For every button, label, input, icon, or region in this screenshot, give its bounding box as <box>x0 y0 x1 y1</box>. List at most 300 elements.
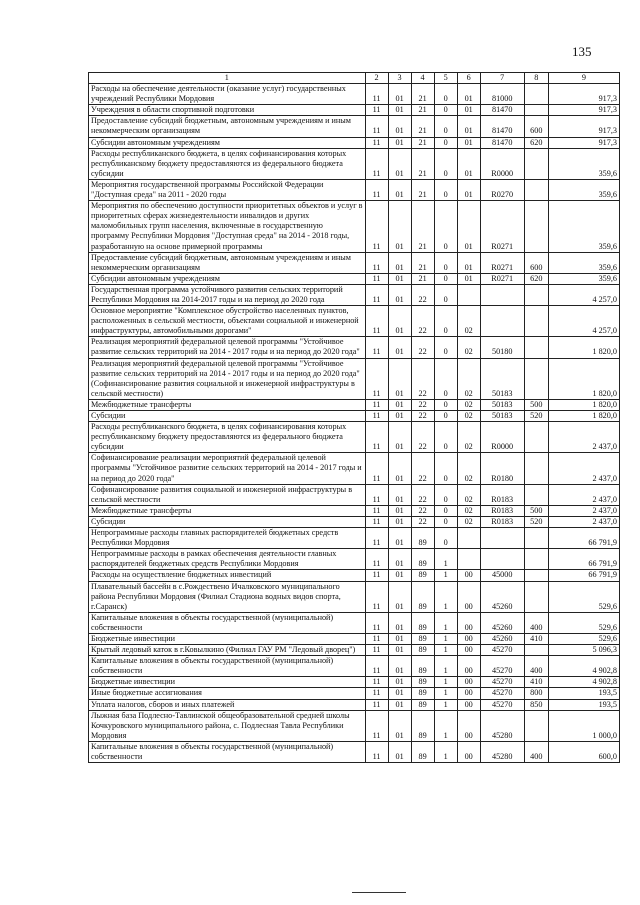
budget-table <box>88 72 620 763</box>
cell-subprogram: 0 <box>434 179 457 200</box>
cell-direction: 45280 <box>480 741 524 762</box>
cell-name: Плавательный бассейн в с.Рождествено Ичалковского муниципального района Республики Мордовия (Филиал Стадиона водных видов спорта, г.Саранск) <box>89 581 366 612</box>
cell-subsection: 01 <box>388 116 411 137</box>
cell-expense-type: 520 <box>524 516 548 527</box>
cell-program: 22 <box>411 284 434 305</box>
cell-event: 01 <box>457 84 480 105</box>
cell-expense-type <box>524 358 548 399</box>
cell-subprogram: 1 <box>434 677 457 688</box>
cell-direction: R0183 <box>480 484 524 505</box>
cell-subprogram: 0 <box>434 284 457 305</box>
cell-direction: R0271 <box>480 273 524 284</box>
cell-subprogram: 0 <box>434 273 457 284</box>
cell-subsection: 01 <box>388 105 411 116</box>
page-number: 135 <box>572 44 592 59</box>
cell-subprogram: 0 <box>434 422 457 453</box>
cell-name: Основное мероприятие "Комплексное обустройство населенных пунктов, расположенных в сельской местности, объектами социальной и инженерной инфраструктуры, автомобильными дорогами" <box>89 306 366 337</box>
cell-program: 89 <box>411 570 434 581</box>
cell-program: 22 <box>411 358 434 399</box>
cell-section: 11 <box>365 741 388 762</box>
cell-expense-type: 500 <box>524 505 548 516</box>
header-col-3: 3 <box>388 73 411 84</box>
cell-name: Реализация мероприятий федеральной целевой программы "Устойчивое развитие сельских территорий на 2014 - 2017 годы и на период до 2020 года" (Софинансирование развития социальной и инженерной инфраструктуры в сельской местности) <box>89 358 366 399</box>
table-row <box>89 422 620 453</box>
cell-amount: 66 791,9 <box>548 528 619 549</box>
header-col-9: 9 <box>548 73 619 84</box>
cell-event: 00 <box>457 741 480 762</box>
cell-name: Расходы на обеспечение деятельности (оказание услуг) государственных учреждений Республики Мордовия <box>89 84 366 105</box>
header-col-4: 4 <box>411 73 434 84</box>
cell-event: 00 <box>457 710 480 741</box>
cell-name: Субсидии автономным учреждениям <box>89 273 366 284</box>
cell-event: 02 <box>457 516 480 527</box>
cell-event: 02 <box>457 358 480 399</box>
cell-event: 01 <box>457 201 480 252</box>
cell-subprogram: 0 <box>434 84 457 105</box>
cell-direction: 45270 <box>480 688 524 699</box>
cell-section: 11 <box>365 516 388 527</box>
cell-program: 89 <box>411 656 434 677</box>
cell-amount: 66 791,9 <box>548 570 619 581</box>
cell-section: 11 <box>365 337 388 358</box>
cell-section: 11 <box>365 549 388 570</box>
cell-amount: 359,6 <box>548 273 619 284</box>
table-row <box>89 337 620 358</box>
cell-subsection: 01 <box>388 422 411 453</box>
cell-section: 11 <box>365 528 388 549</box>
cell-program: 21 <box>411 105 434 116</box>
table-row <box>89 484 620 505</box>
table-row <box>89 411 620 422</box>
cell-program: 89 <box>411 645 434 656</box>
cell-direction: 81470 <box>480 137 524 148</box>
cell-section: 11 <box>365 612 388 633</box>
cell-event: 01 <box>457 273 480 284</box>
table-row <box>89 528 620 549</box>
cell-program: 22 <box>411 399 434 410</box>
cell-subprogram: 1 <box>434 741 457 762</box>
cell-section: 11 <box>365 581 388 612</box>
cell-subprogram: 0 <box>434 252 457 273</box>
cell-name: Межбюджетные трансферты <box>89 505 366 516</box>
table-row <box>89 179 620 200</box>
cell-name: Мероприятия государственной программы Российской Федерации "Доступная среда" на 2011 - 2020 годы <box>89 179 366 200</box>
cell-direction: 45270 <box>480 677 524 688</box>
cell-event: 02 <box>457 453 480 484</box>
cell-expense-type <box>524 581 548 612</box>
cell-program: 22 <box>411 516 434 527</box>
cell-subsection: 01 <box>388 633 411 644</box>
cell-subprogram: 0 <box>434 148 457 179</box>
cell-subsection: 01 <box>388 201 411 252</box>
cell-event <box>457 528 480 549</box>
cell-subsection: 01 <box>388 699 411 710</box>
cell-expense-type <box>524 710 548 741</box>
cell-direction: 50180 <box>480 337 524 358</box>
cell-program: 89 <box>411 581 434 612</box>
cell-subsection: 01 <box>388 306 411 337</box>
cell-amount: 1 820,0 <box>548 399 619 410</box>
cell-section: 11 <box>365 358 388 399</box>
cell-section: 11 <box>365 201 388 252</box>
cell-direction: 81470 <box>480 116 524 137</box>
cell-expense-type: 620 <box>524 273 548 284</box>
cell-expense-type <box>524 201 548 252</box>
cell-amount: 359,6 <box>548 201 619 252</box>
cell-expense-type: 400 <box>524 656 548 677</box>
cell-section: 11 <box>365 422 388 453</box>
cell-expense-type <box>524 84 548 105</box>
cell-amount: 529,6 <box>548 581 619 612</box>
cell-direction <box>480 284 524 305</box>
cell-section: 11 <box>365 137 388 148</box>
cell-name: Мероприятия по обеспечению доступности приоритетных объектов и услуг в приоритетных сферах жизнедеятельности инвалидов и других маломобильных групп населения, включенные в государственную программу Республики Мордовия "Доступная среда" на 2014 - 2018 годы, разработанную на основе примерной программы <box>89 201 366 252</box>
cell-expense-type <box>524 570 548 581</box>
cell-section: 11 <box>365 677 388 688</box>
cell-expense-type: 410 <box>524 677 548 688</box>
cell-direction: 50183 <box>480 411 524 422</box>
cell-subsection: 01 <box>388 453 411 484</box>
table-row <box>89 252 620 273</box>
cell-program: 89 <box>411 699 434 710</box>
table-row <box>89 741 620 762</box>
cell-name: Капитальные вложения в объекты государственной (муниципальной) собственности <box>89 741 366 762</box>
cell-amount: 1 820,0 <box>548 411 619 422</box>
cell-subprogram: 0 <box>434 505 457 516</box>
cell-direction: 45260 <box>480 633 524 644</box>
cell-section: 11 <box>365 453 388 484</box>
cell-direction: 50183 <box>480 358 524 399</box>
cell-subsection: 01 <box>388 549 411 570</box>
cell-subsection: 01 <box>388 505 411 516</box>
cell-event: 02 <box>457 484 480 505</box>
cell-name: Непрограммные расходы в рамках обеспечения деятельности главных распорядителей бюджетных средств Республики Мордовия <box>89 549 366 570</box>
cell-event: 00 <box>457 677 480 688</box>
cell-subsection: 01 <box>388 645 411 656</box>
table-row <box>89 358 620 399</box>
table-row <box>89 399 620 410</box>
cell-direction: 81470 <box>480 105 524 116</box>
cell-direction: R0183 <box>480 505 524 516</box>
cell-amount: 5 096,3 <box>548 645 619 656</box>
cell-name: Субсидии <box>89 411 366 422</box>
cell-subprogram: 0 <box>434 358 457 399</box>
cell-amount: 2 437,0 <box>548 484 619 505</box>
cell-section: 11 <box>365 411 388 422</box>
cell-amount: 359,6 <box>548 252 619 273</box>
cell-subprogram: 1 <box>434 549 457 570</box>
cell-expense-type: 600 <box>524 252 548 273</box>
table-row <box>89 549 620 570</box>
cell-expense-type <box>524 453 548 484</box>
cell-direction: R0271 <box>480 201 524 252</box>
table-row <box>89 656 620 677</box>
cell-event: 01 <box>457 105 480 116</box>
cell-subprogram: 0 <box>434 201 457 252</box>
cell-program: 21 <box>411 84 434 105</box>
cell-event <box>457 284 480 305</box>
cell-name: Иные бюджетные ассигнования <box>89 688 366 699</box>
cell-name: Расходы на осуществление бюджетных инвестиций <box>89 570 366 581</box>
cell-subsection: 01 <box>388 137 411 148</box>
table-row <box>89 570 620 581</box>
cell-name: Бюджетные инвестиции <box>89 633 366 644</box>
cell-name: Предоставление субсидий бюджетным, автономным учреждениям и иным некоммерческим организациям <box>89 116 366 137</box>
cell-subsection: 01 <box>388 148 411 179</box>
table-row <box>89 699 620 710</box>
cell-program: 89 <box>411 710 434 741</box>
cell-subsection: 01 <box>388 337 411 358</box>
cell-name: Расходы республиканского бюджета, в целях софинансирования которых республиканскому бюджету предоставляются из федерального бюджета субсидии <box>89 422 366 453</box>
header-col-7: 7 <box>480 73 524 84</box>
table-row <box>89 645 620 656</box>
table-row <box>89 84 620 105</box>
header-col-1: 1 <box>89 73 366 84</box>
cell-direction: 50183 <box>480 399 524 410</box>
cell-subprogram: 1 <box>434 710 457 741</box>
cell-expense-type: 400 <box>524 741 548 762</box>
cell-event: 02 <box>457 399 480 410</box>
cell-amount: 529,6 <box>548 633 619 644</box>
cell-amount: 917,3 <box>548 105 619 116</box>
table-row <box>89 516 620 527</box>
cell-amount: 4 902,8 <box>548 656 619 677</box>
cell-section: 11 <box>365 656 388 677</box>
cell-name: Межбюджетные трансферты <box>89 399 366 410</box>
cell-amount: 193,5 <box>548 688 619 699</box>
cell-subprogram: 1 <box>434 581 457 612</box>
cell-name: Софинансирование реализации мероприятий федеральной целевой программы "Устойчивое развитие сельских территорий на 2014 - 2017 годы и на период до 2020 года" <box>89 453 366 484</box>
cell-amount: 66 791,9 <box>548 549 619 570</box>
cell-program: 21 <box>411 179 434 200</box>
cell-expense-type: 800 <box>524 688 548 699</box>
cell-subsection: 01 <box>388 358 411 399</box>
table-row <box>89 284 620 305</box>
cell-subprogram: 0 <box>434 516 457 527</box>
cell-subsection: 01 <box>388 179 411 200</box>
cell-amount: 917,3 <box>548 84 619 105</box>
cell-expense-type <box>524 645 548 656</box>
cell-subprogram: 1 <box>434 570 457 581</box>
cell-subprogram: 0 <box>434 337 457 358</box>
cell-subsection: 01 <box>388 741 411 762</box>
cell-program: 22 <box>411 484 434 505</box>
cell-subsection: 01 <box>388 273 411 284</box>
cell-subsection: 01 <box>388 516 411 527</box>
header-col-5: 5 <box>434 73 457 84</box>
cell-subsection: 01 <box>388 411 411 422</box>
cell-subsection: 01 <box>388 84 411 105</box>
cell-subsection: 01 <box>388 284 411 305</box>
cell-amount: 1 820,0 <box>548 358 619 399</box>
cell-subsection: 01 <box>388 484 411 505</box>
cell-name: Субсидии автономным учреждениям <box>89 137 366 148</box>
cell-amount: 917,3 <box>548 137 619 148</box>
cell-section: 11 <box>365 688 388 699</box>
cell-amount: 2 437,0 <box>548 453 619 484</box>
cell-direction: R0270 <box>480 179 524 200</box>
cell-program: 89 <box>411 528 434 549</box>
table-row <box>89 201 620 252</box>
cell-event: 01 <box>457 179 480 200</box>
cell-program: 21 <box>411 252 434 273</box>
cell-amount: 1 000,0 <box>548 710 619 741</box>
cell-event: 01 <box>457 116 480 137</box>
cell-section: 11 <box>365 710 388 741</box>
cell-program: 89 <box>411 633 434 644</box>
cell-section: 11 <box>365 84 388 105</box>
cell-program: 89 <box>411 741 434 762</box>
cell-amount: 529,6 <box>548 612 619 633</box>
cell-event <box>457 549 480 570</box>
cell-subsection: 01 <box>388 710 411 741</box>
cell-section: 11 <box>365 148 388 179</box>
cell-subprogram: 1 <box>434 633 457 644</box>
cell-subsection: 01 <box>388 252 411 273</box>
cell-name: Реализация мероприятий федеральной целевой программы "Устойчивое развитие сельских территорий на 2014 - 2017 годы и на период до 2020 года" <box>89 337 366 358</box>
cell-subsection: 01 <box>388 612 411 633</box>
cell-subsection: 01 <box>388 399 411 410</box>
cell-subprogram: 0 <box>434 306 457 337</box>
table-row <box>89 612 620 633</box>
cell-name: Уплата налогов, сборов и иных платежей <box>89 699 366 710</box>
table-row <box>89 710 620 741</box>
cell-program: 21 <box>411 116 434 137</box>
cell-subprogram: 0 <box>434 399 457 410</box>
cell-event: 01 <box>457 148 480 179</box>
cell-subprogram: 1 <box>434 688 457 699</box>
cell-name: Непрограммные расходы главных распорядителей бюджетных средств Республики Мордовия <box>89 528 366 549</box>
cell-amount: 600,0 <box>548 741 619 762</box>
cell-name: Капитальные вложения в объекты государственной (муниципальной) собственности <box>89 656 366 677</box>
cell-expense-type <box>524 484 548 505</box>
table-row <box>89 505 620 516</box>
cell-amount: 2 437,0 <box>548 422 619 453</box>
cell-event: 02 <box>457 306 480 337</box>
cell-name: Бюджетные инвестиции <box>89 677 366 688</box>
table-row <box>89 273 620 284</box>
cell-expense-type: 410 <box>524 633 548 644</box>
cell-section: 11 <box>365 179 388 200</box>
cell-direction: 45000 <box>480 570 524 581</box>
cell-section: 11 <box>365 252 388 273</box>
table-row <box>89 148 620 179</box>
cell-expense-type: 850 <box>524 699 548 710</box>
cell-program: 21 <box>411 201 434 252</box>
cell-program: 21 <box>411 137 434 148</box>
cell-subprogram: 1 <box>434 699 457 710</box>
cell-event: 02 <box>457 337 480 358</box>
cell-subsection: 01 <box>388 570 411 581</box>
cell-section: 11 <box>365 570 388 581</box>
cell-program: 21 <box>411 273 434 284</box>
cell-expense-type <box>524 306 548 337</box>
cell-name: Государственная программа устойчивого развития сельских территорий Республики Мордовия на 2014-2017 годы и на период до 2020 года <box>89 284 366 305</box>
table-row <box>89 137 620 148</box>
cell-amount: 2 437,0 <box>548 505 619 516</box>
table-row <box>89 105 620 116</box>
cell-amount: 917,3 <box>548 116 619 137</box>
cell-program: 22 <box>411 422 434 453</box>
cell-name: Предоставление субсидий бюджетным, автономным учреждениям и иным некоммерческим организациям <box>89 252 366 273</box>
cell-direction: 45270 <box>480 645 524 656</box>
cell-expense-type: 500 <box>524 399 548 410</box>
cell-program: 22 <box>411 337 434 358</box>
cell-direction <box>480 549 524 570</box>
cell-event: 01 <box>457 137 480 148</box>
table-row <box>89 677 620 688</box>
table-row <box>89 581 620 612</box>
cell-section: 11 <box>365 273 388 284</box>
cell-subprogram: 0 <box>434 137 457 148</box>
cell-event: 01 <box>457 252 480 273</box>
header-col-8: 8 <box>524 73 548 84</box>
cell-subprogram: 0 <box>434 105 457 116</box>
bottom-divider <box>352 892 406 893</box>
cell-expense-type <box>524 179 548 200</box>
cell-program: 22 <box>411 505 434 516</box>
cell-event: 00 <box>457 699 480 710</box>
cell-amount: 4 257,0 <box>548 306 619 337</box>
cell-subprogram: 1 <box>434 612 457 633</box>
cell-program: 89 <box>411 688 434 699</box>
cell-event: 00 <box>457 633 480 644</box>
cell-direction: R0000 <box>480 422 524 453</box>
cell-expense-type: 620 <box>524 137 548 148</box>
cell-program: 22 <box>411 306 434 337</box>
cell-amount: 4 257,0 <box>548 284 619 305</box>
cell-event: 00 <box>457 581 480 612</box>
cell-expense-type: 520 <box>524 411 548 422</box>
cell-subprogram: 1 <box>434 656 457 677</box>
cell-event: 02 <box>457 505 480 516</box>
header-col-2: 2 <box>365 73 388 84</box>
cell-expense-type <box>524 148 548 179</box>
cell-subsection: 01 <box>388 656 411 677</box>
cell-event: 02 <box>457 422 480 453</box>
cell-direction <box>480 306 524 337</box>
cell-expense-type: 600 <box>524 116 548 137</box>
cell-direction: 45280 <box>480 710 524 741</box>
table-header-row <box>89 73 620 84</box>
cell-direction: R0180 <box>480 453 524 484</box>
cell-event: 02 <box>457 411 480 422</box>
cell-event: 00 <box>457 688 480 699</box>
cell-subprogram: 0 <box>434 453 457 484</box>
cell-program: 89 <box>411 677 434 688</box>
table-row <box>89 633 620 644</box>
cell-expense-type <box>524 337 548 358</box>
cell-section: 11 <box>365 399 388 410</box>
cell-section: 11 <box>365 505 388 516</box>
cell-section: 11 <box>365 116 388 137</box>
cell-direction: 45260 <box>480 612 524 633</box>
cell-section: 11 <box>365 105 388 116</box>
cell-section: 11 <box>365 645 388 656</box>
cell-direction: 45270 <box>480 656 524 677</box>
cell-event: 00 <box>457 656 480 677</box>
cell-direction: R0183 <box>480 516 524 527</box>
cell-direction: 45260 <box>480 581 524 612</box>
cell-subprogram: 0 <box>434 484 457 505</box>
cell-name: Лыжная база Подлесно-Тавлинской общеобразовательной средней школы Кочкуровского муниципального района, с. Подлесная Тавла Республики Мордовия <box>89 710 366 741</box>
cell-section: 11 <box>365 633 388 644</box>
cell-subsection: 01 <box>388 688 411 699</box>
table-body <box>89 84 620 763</box>
cell-subprogram: 0 <box>434 528 457 549</box>
header-col-6: 6 <box>457 73 480 84</box>
cell-amount: 359,6 <box>548 179 619 200</box>
